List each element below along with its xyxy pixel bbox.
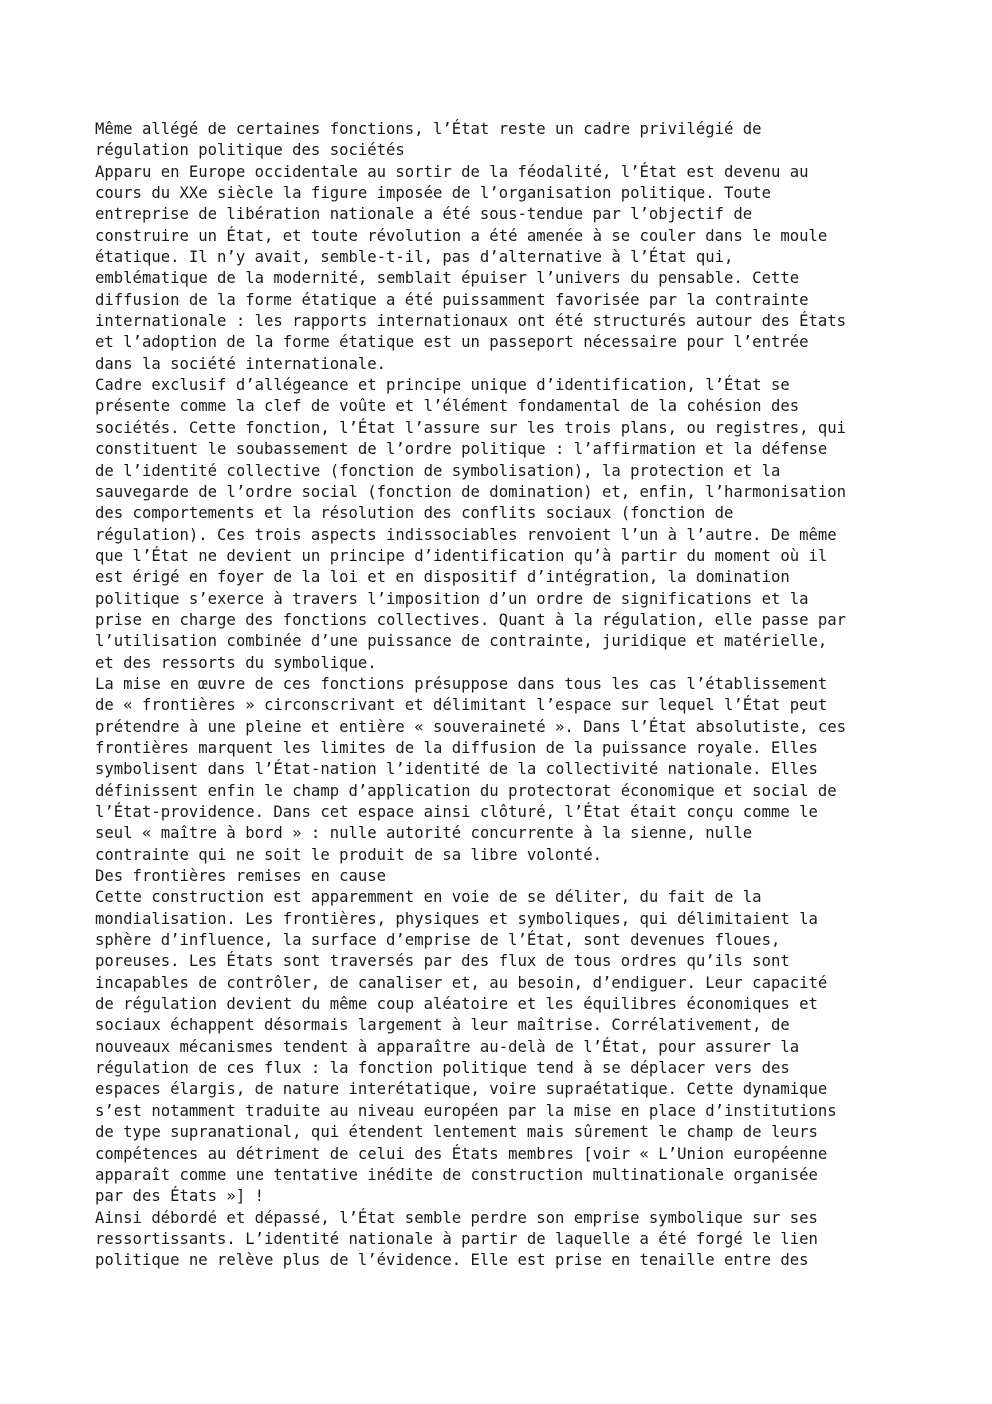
- text-line: sociétés. Cette fonction, l’État l’assure sur les trois plans, ou registres, qui: [95, 418, 847, 437]
- text-line: et des ressorts du symbolique.: [95, 653, 377, 672]
- text-line: diffusion de la forme étatique a été puissamment favorisée par la contrainte: [95, 290, 809, 309]
- text-line: de type supranational, qui étendent lentement mais sûrement le champ de leurs: [95, 1123, 818, 1142]
- text-line: contrainte qui ne soit le produit de sa libre volonté.: [95, 845, 602, 864]
- text-line: Cette construction est apparemment en voie de se déliter, du fait de la: [95, 888, 762, 907]
- text-line: régulation). Ces trois aspects indissociables renvoient l’un à l’autre. De même: [95, 525, 837, 544]
- text-line: par des États »] !: [95, 1187, 264, 1206]
- text-line: La mise en œuvre de ces fonctions présuppose dans tous les cas l’établissement: [95, 674, 828, 693]
- text-line: compétences au détriment de celui des États membres [voir « L’Union européenne: [95, 1144, 828, 1163]
- text-line: poreuses. Les États sont traversés par des flux de tous ordres qu’ils sont: [95, 952, 790, 971]
- text-line: des comportements et la résolution des conflits sociaux (fonction de: [95, 504, 734, 523]
- text-line: sociaux échappent désormais largement à leur maîtrise. Corrélativement, de: [95, 1016, 790, 1035]
- text-line: de « frontières » circonscrivant et délimitant l’espace sur lequel l’État peut: [95, 696, 828, 715]
- text-line: sauvegarde de l’ordre social (fonction de domination) et, enfin, l’harmonisation: [95, 482, 847, 501]
- text-line: régulation de ces flux : la fonction politique tend à se déplacer vers des: [95, 1059, 790, 1078]
- text-line: de régulation devient du même coup aléatoire et les équilibres économiques et: [95, 995, 818, 1014]
- text-line: présente comme la clef de voûte et l’élément fondamental de la cohésion des: [95, 397, 800, 416]
- text-line: Même allégé de certaines fonctions, l’État reste un cadre privilégié de: [95, 120, 762, 138]
- text-line: constituent le soubassement de l’ordre politique : l’affirmation et la défense: [95, 440, 828, 459]
- text-line: prétendre à une pleine et entière « souveraineté ». Dans l’État absolutiste, ces: [95, 717, 847, 736]
- text-line: de l’identité collective (fonction de symbolisation), la protection et la: [95, 461, 781, 480]
- text-line: définissent enfin le champ d’application du protectorat économique et social de: [95, 781, 837, 800]
- text-line: seul « maître à bord » : nulle autorité concurrente à la sienne, nulle: [95, 824, 753, 843]
- text-line: entreprise de libération nationale a été sous-tendue par l’objectif de: [95, 205, 753, 224]
- text-line: ressortissants. L’identité nationale à partir de laquelle a été forgé le lien: [95, 1229, 818, 1248]
- text-line: et l’adoption de la forme étatique est un passeport nécessaire pour l’entrée: [95, 333, 809, 352]
- text-line: Apparu en Europe occidentale au sortir de la féodalité, l’État est devenu au: [95, 162, 809, 181]
- text-line: frontières marquent les limites de la diffusion de la puissance royale. Elles: [95, 738, 818, 757]
- text-line: Cadre exclusif d’allégeance et principe unique d’identification, l’État se: [95, 376, 790, 395]
- text-line: cours du XXe siècle la figure imposée de l’organisation politique. Toute: [95, 184, 771, 203]
- text-line: politique ne relève plus de l’évidence. Elle est prise en tenaille entre des: [95, 1251, 809, 1270]
- text-line: apparaît comme une tentative inédite de construction multinationale organisée: [95, 1165, 818, 1184]
- text-line: l’utilisation combinée d’une puissance de contrainte, juridique et matérielle,: [95, 632, 828, 651]
- text-line: régulation politique des sociétés: [95, 141, 405, 160]
- text-line: dans la société internationale.: [95, 354, 387, 373]
- text-line: mondialisation. Les frontières, physiques et symboliques, qui délimitaient la: [95, 909, 818, 928]
- text-line: sphère d’influence, la surface d’emprise de l’État, sont devenues floues,: [95, 931, 781, 950]
- text-line: étatique. Il n’y avait, semble-t-il, pas d’alternative à l’État qui,: [95, 248, 734, 267]
- text-line: que l’État ne devient un principe d’identification qu’à partir du moment où il: [95, 546, 828, 565]
- text-line: internationale : les rapports internationaux ont été structurés autour des États: [95, 312, 847, 331]
- text-line: construire un État, et toute révolution a été amenée à se couler dans le moule: [95, 226, 828, 245]
- text-line: est érigé en foyer de la loi et en dispositif d’intégration, la domination: [95, 568, 790, 587]
- text-line: politique s’exerce à travers l’imposition d’un ordre de significations et la: [95, 589, 809, 608]
- text-line: nouveaux mécanismes tendent à apparaître au-delà de l’État, pour assurer la: [95, 1037, 800, 1056]
- text-line: Des frontières remises en cause: [95, 867, 387, 886]
- text-line: s’est notamment traduite au niveau européen par la mise en place d’institutions: [95, 1101, 837, 1120]
- text-line: Ainsi débordé et dépassé, l’État semble perdre son emprise symbolique sur ses: [95, 1208, 818, 1227]
- text-line: prise en charge des fonctions collectives. Quant à la régulation, elle passe par: [95, 610, 847, 629]
- text-line: incapables de contrôler, de canaliser et, au besoin, d’endiguer. Leur capacité: [95, 973, 828, 992]
- text-line: symbolisent dans l’État-nation l’identité de la collectivité nationale. Elles: [95, 760, 818, 779]
- document-body: [95, 119, 915, 1272]
- text-line: l’État-providence. Dans cet espace ainsi clôturé, l’État était conçu comme le: [95, 803, 818, 821]
- text-line: espaces élargis, de nature interétatique, voire supraétatique. Cette dynamique: [95, 1080, 828, 1099]
- text-line: emblématique de la modernité, semblait épuiser l’univers du pensable. Cette: [95, 269, 800, 288]
